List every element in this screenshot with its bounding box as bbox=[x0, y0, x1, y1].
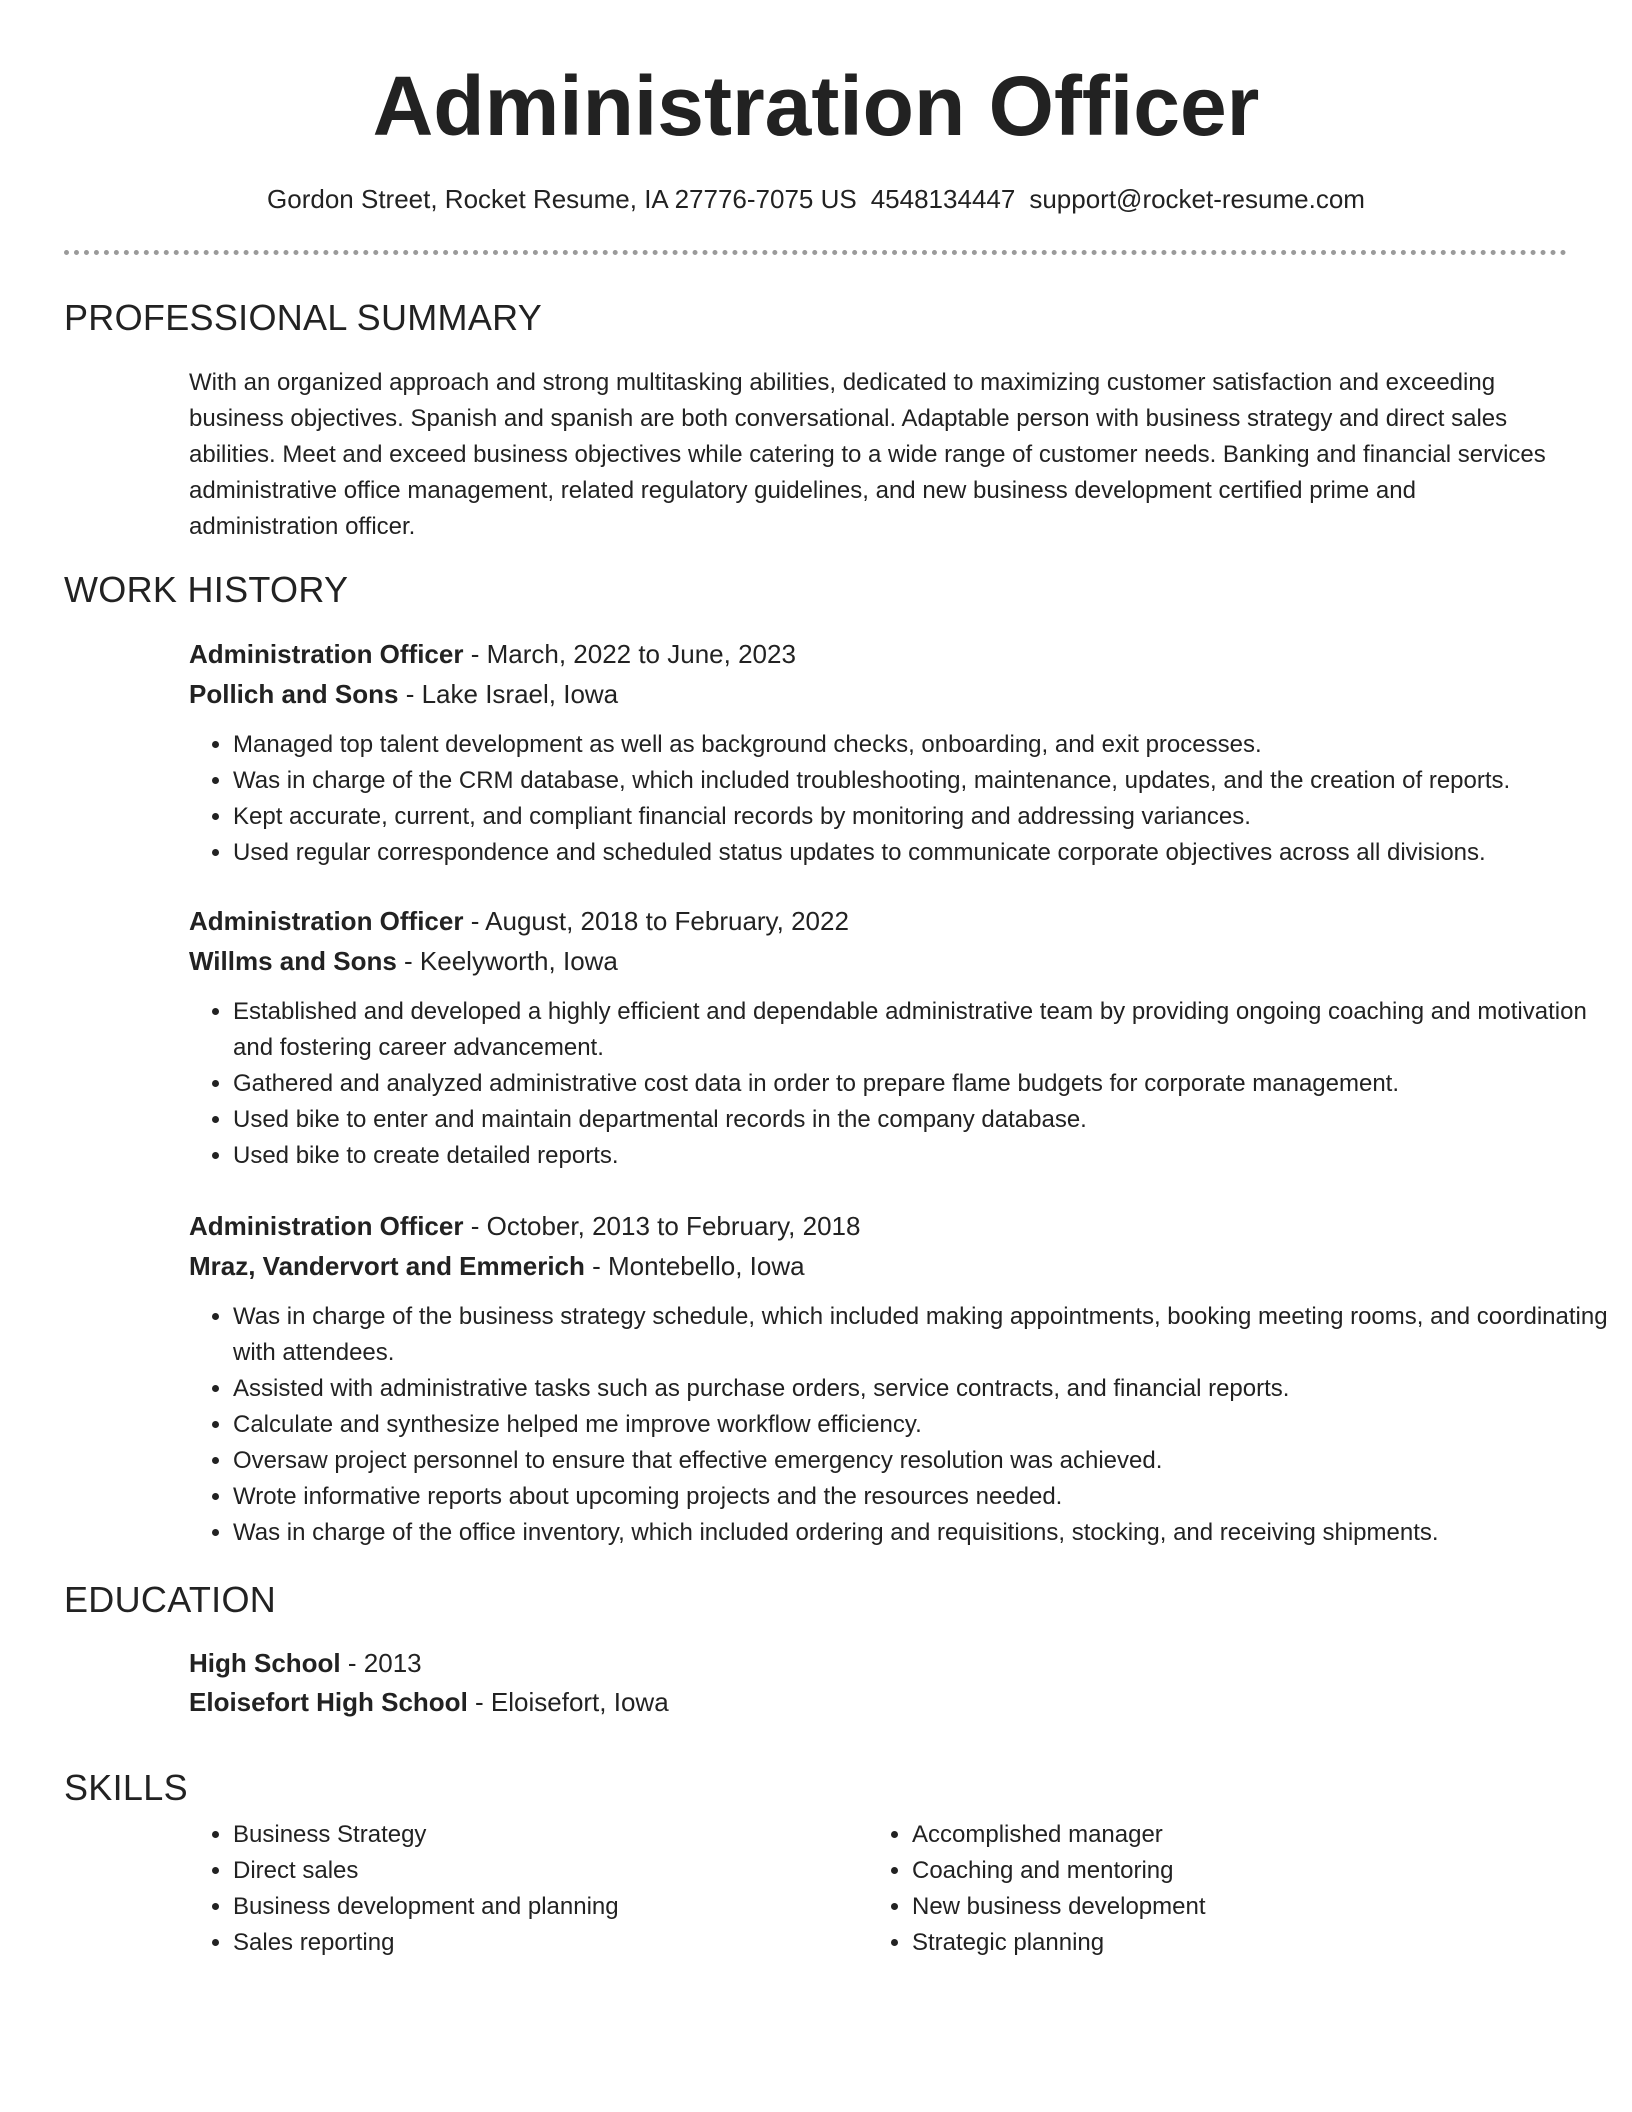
education-school-line bbox=[189, 1684, 669, 1720]
skills-heading: SKILLS bbox=[64, 1767, 188, 1808]
resume-name: Administration Officer bbox=[372, 59, 1260, 153]
skill-item: • Accomplished manager bbox=[912, 1817, 1512, 1853]
skill-item: • Coaching and mentoring bbox=[912, 1853, 1512, 1889]
list-item: • Calculate and synthesize helped me improve workflow efficiency. bbox=[233, 1407, 1613, 1443]
work-history-heading: WORK HISTORY bbox=[64, 569, 349, 610]
job-2-dates: - August, 2018 to February, 2022 bbox=[463, 906, 849, 936]
job-3-company-line bbox=[189, 1248, 805, 1284]
list-item: • Gathered and analyzed administrative cost data in order to prepare flame budgets for corporate management. bbox=[233, 1066, 1613, 1102]
skill-item: • Direct sales bbox=[233, 1853, 833, 1889]
skill-item: • Business Strategy bbox=[233, 1817, 833, 1853]
list-item: • Kept accurate, current, and compliant financial records by monitoring and addressing variances. bbox=[233, 799, 1613, 835]
list-item: • Used bike to create detailed reports. bbox=[233, 1138, 1613, 1174]
contact-line bbox=[0, 183, 1632, 215]
job-3-company: Mraz, Vandervort and Emmerich bbox=[189, 1251, 585, 1281]
skill-item: • Sales reporting bbox=[233, 1925, 833, 1961]
list-item: • Used regular correspondence and scheduled status updates to communicate corporate objectives across all divisions. bbox=[233, 835, 1613, 871]
list-item: • Oversaw project personnel to ensure that effective emergency resolution was achieved. bbox=[233, 1443, 1613, 1479]
skill-item: • Strategic planning bbox=[912, 1925, 1512, 1961]
list-item: • Was in charge of the CRM database, which included troubleshooting, maintenance, updates, and the creation of reports. bbox=[233, 763, 1613, 799]
job-2-bullets bbox=[189, 994, 1613, 1174]
job-1-bullets bbox=[189, 727, 1613, 871]
job-1-location: - Lake Israel, Iowa bbox=[398, 679, 619, 709]
contact-email: support@rocket-resume.com bbox=[1029, 184, 1365, 214]
job-1-dates: - March, 2022 to June, 2023 bbox=[463, 639, 796, 669]
contact-phone: 4548134447 bbox=[870, 184, 1016, 214]
job-2-company: Willms and Sons bbox=[189, 946, 397, 976]
skills-list-left bbox=[189, 1817, 833, 1961]
skills-list-right bbox=[868, 1817, 1512, 1961]
job-2-location: - Keelyworth, Iowa bbox=[396, 946, 618, 976]
job-1-title-line bbox=[189, 636, 796, 672]
summary-text: With an organized approach and strong multitasking abilities, dedicated to maximizing customer satisfaction and exceeding business objectives. Spanish and spanish are both conversational. Adaptable person with business strategy and direct sales abilities. Meet and exceed business objectives while catering to a wide range of customer needs. Banking and financial services administrative office management, related regulatory guidelines, and new business development certified prime and administration officer. bbox=[189, 369, 1546, 540]
job-2-role: Administration Officer bbox=[189, 906, 464, 936]
job-3-location: - Montebello, Iowa bbox=[584, 1251, 805, 1281]
education-degree: High School bbox=[189, 1648, 341, 1678]
list-item: • Managed top talent development as well as background checks, onboarding, and exit processes. bbox=[233, 727, 1613, 763]
education-degree-line bbox=[189, 1645, 422, 1681]
education-heading: EDUCATION bbox=[64, 1579, 277, 1620]
job-2-company-line bbox=[189, 943, 618, 979]
job-1-role: Administration Officer bbox=[189, 639, 464, 669]
job-1-company-line bbox=[189, 676, 618, 712]
list-item: • Established and developed a highly efficient and dependable administrative team by providing ongoing coaching and motivation and fostering career advancement. bbox=[233, 994, 1613, 1066]
job-3-title-line bbox=[189, 1208, 860, 1244]
contact-address: Gordon Street, Rocket Resume, IA 27776-7075 US bbox=[267, 184, 857, 214]
skill-item: • New business development bbox=[912, 1889, 1512, 1925]
job-2-title-line bbox=[189, 903, 849, 939]
list-item: • Assisted with administrative tasks such as purchase orders, service contracts, and financial reports. bbox=[233, 1371, 1613, 1407]
list-item: • Was in charge of the business strategy schedule, which included making appointments, booking meeting rooms, and coordinating with attendees. bbox=[233, 1299, 1613, 1371]
list-item: • Was in charge of the office inventory, which included ordering and requisitions, stocking, and receiving shipments. bbox=[233, 1515, 1613, 1551]
header-divider bbox=[64, 250, 1567, 255]
job-3-bullets bbox=[189, 1299, 1613, 1551]
job-3-dates: - October, 2013 to February, 2018 bbox=[463, 1211, 861, 1241]
job-3-role: Administration Officer bbox=[189, 1211, 464, 1241]
skill-item: • Business development and planning bbox=[233, 1889, 833, 1925]
education-location: - Eloisefort, Iowa bbox=[467, 1687, 669, 1717]
list-item: • Used bike to enter and maintain departmental records in the company database. bbox=[233, 1102, 1613, 1138]
education-year: - 2013 bbox=[340, 1648, 422, 1678]
summary-heading: PROFESSIONAL SUMMARY bbox=[64, 297, 543, 338]
list-item: • Wrote informative reports about upcoming projects and the resources needed. bbox=[233, 1479, 1613, 1515]
education-school: Eloisefort High School bbox=[189, 1687, 468, 1717]
job-1-company: Pollich and Sons bbox=[189, 679, 399, 709]
